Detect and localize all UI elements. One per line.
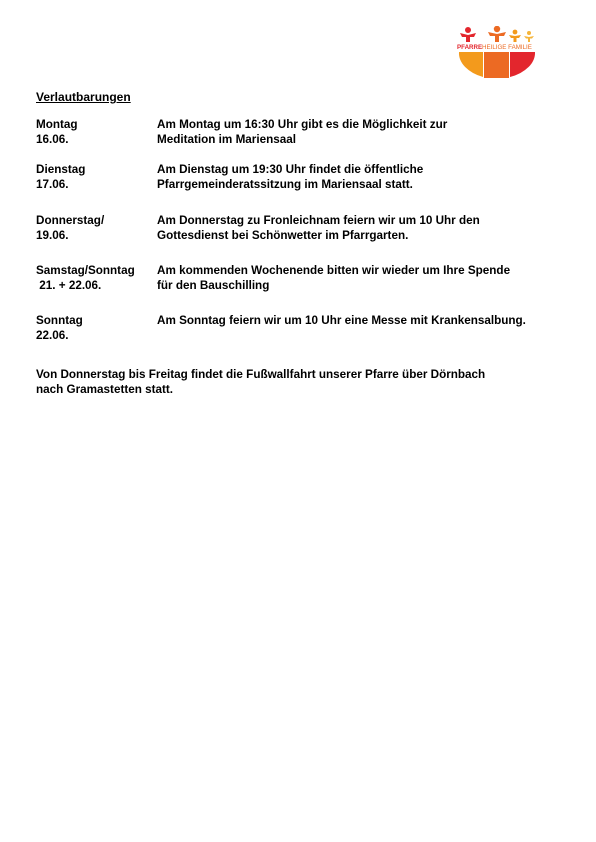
entry-text: Am Donnerstag zu Fronleichnam feiern wir um 10 Uhr den Gottesdienst bei Schönwetter im Pfarrgarten.	[157, 214, 480, 242]
logo-name-text: HEILIGE FAMILIE	[482, 44, 532, 51]
pilgrimage-notice: Von Donnerstag bis Freitag findet die Fußwallfahrt unserer Pfarre über Dörnbach nach Gramastetten statt.	[36, 368, 486, 396]
entry-text: Am Sonntag feiern wir um 10 Uhr eine Messe mit Krankensalbung.	[157, 314, 526, 327]
logo-pfarre-text: PFARRE	[457, 44, 483, 51]
entry-day: Sonntag 22.06.	[36, 314, 83, 342]
entry-text: Am Dienstag um 19:30 Uhr findet die öffentliche Pfarrgemeinderatssitzung im Mariensaal statt.	[157, 163, 424, 191]
entry-text: Am Montag um 16:30 Uhr gibt es die Möglichkeit zur Meditation im Mariensaal	[157, 118, 448, 146]
logo-halfcircle	[459, 52, 535, 78]
entry-text: Am kommenden Wochenende bitten wir wieder um Ihre Spende für den Bauschilling	[157, 264, 511, 292]
entry-day: Dienstag 17.06.	[36, 163, 86, 191]
entry-day: Montag 16.06.	[36, 118, 78, 146]
entry-day: Samstag/Sonntag 21. + 22.06.	[36, 264, 135, 292]
parish-logo	[455, 26, 539, 78]
page-title: Verlautbarungen	[36, 90, 131, 104]
figures-icon	[460, 26, 534, 42]
entry-day: Donnerstag/ 19.06.	[36, 214, 105, 242]
